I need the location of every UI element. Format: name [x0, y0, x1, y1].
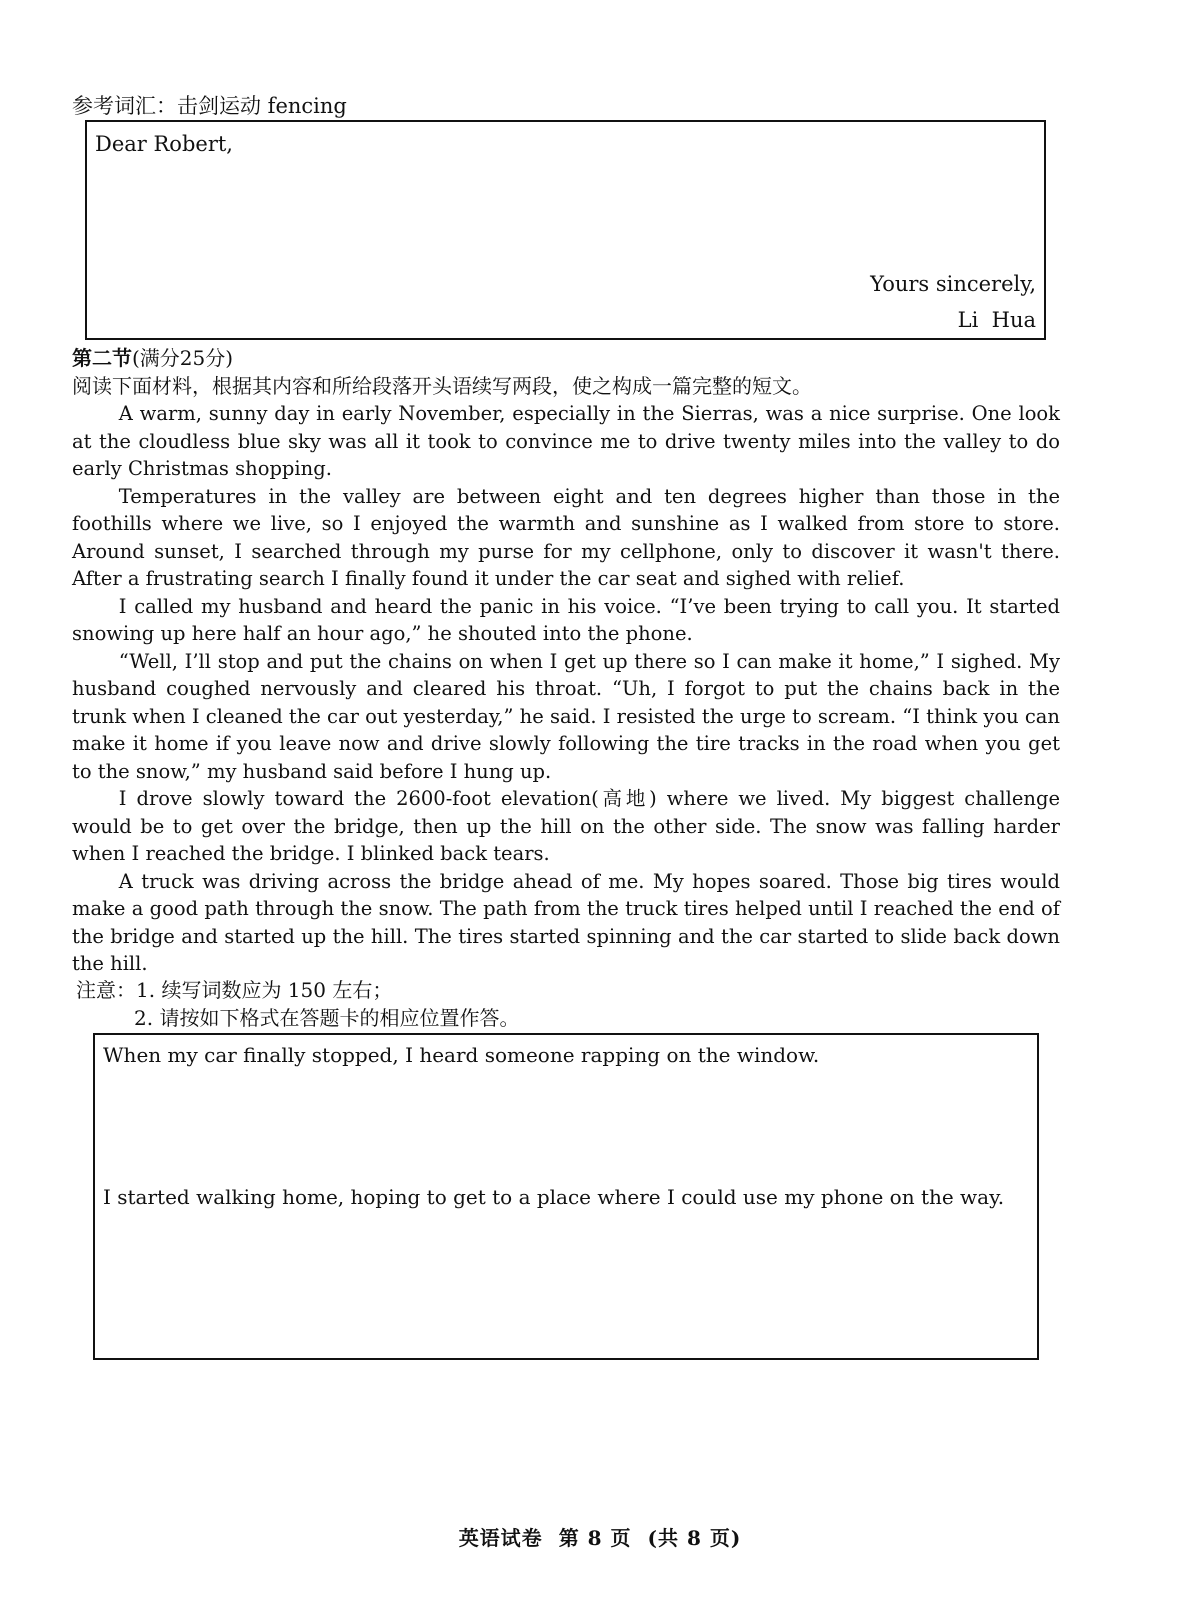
footer-total-pages: (共 8 页) — [647, 1526, 742, 1550]
letter-closing: Yours sincerely, — [870, 272, 1036, 296]
note-answer-format: 2. 请按如下格式在答题卡的相应位置作答。 — [134, 1006, 520, 1030]
paragraph-opener-2: I started walking home, hoping to get to a place where I could use my phone on the way. — [103, 1185, 1005, 1209]
reading-passage — [72, 400, 1060, 978]
continuation-answer-box — [93, 1033, 1039, 1360]
paragraph-opener-1: When my car finally stopped, I heard someone rapping on the window. — [103, 1043, 820, 1067]
passage-paragraph: Temperatures in the valley are between eight and ten degrees higher than those in the foothills where we live, so I enjoyed the warmth and sunshine as I walked from store to store. Around sunset, I searched through my purse for my cellphone, only to discover it wasn't there. After a frustrating search I finally found it under the car seat and sighed with relief. — [72, 484, 1060, 590]
letter-writing-box — [85, 120, 1046, 340]
passage-paragraph: A truck was driving across the bridge ahead of me. My hopes soared. Those big tires would make a good path through the snow. The path from the truck tires helped until I reached the end of the bridge and started up the hill. The tires started spinning and the car started to slide back down the hill. — [72, 869, 1060, 975]
section-heading — [72, 342, 233, 371]
section-instruction: 阅读下面材料，根据其内容和所给段落开头语续写两段，使之构成一篇完整的短文。 — [72, 374, 812, 398]
passage-paragraph: I drove slowly toward the 2600-foot elevation(高地) where we lived. My biggest challenge would be to get over the bridge, then up the hill on the other side. The snow was falling harder when I reached the bridge. I blinked back tears. — [72, 787, 1060, 865]
section-title: 第二节 — [72, 346, 132, 370]
notes-block — [76, 976, 519, 1032]
footer-page-number: 第 8 页 — [558, 1526, 632, 1550]
section-score: (满分25分) — [132, 346, 234, 370]
footer-subject: 英语试卷 — [458, 1526, 543, 1550]
page-footer — [0, 1522, 1200, 1551]
vocab-note: 参考词汇：击剑运动 fencing — [72, 94, 347, 118]
passage-paragraph: I called my husband and heard the panic in his voice. “I’ve been trying to call you. It started snowing up here half an hour ago,” he shouted into the phone. — [72, 594, 1060, 645]
passage-paragraph: “Well, I’ll stop and put the chains on when I get up there so I can make it home,” I sighed. My husband coughed nervously and cleared his throat. “Uh, I forgot to put the chains back in the trunk when I cleaned the car out yesterday,” he said. I resisted the urge to scream. “I think you can make it home if you leave now and drive slowly following the tire tracks in the road when you get to the snow,” my husband said before I hung up. — [72, 649, 1060, 783]
letter-signer: Li Hua — [957, 308, 1036, 332]
letter-salutation: Dear Robert, — [95, 132, 233, 156]
note-word-count: 注意：1. 续写词数应为 150 左右； — [76, 978, 393, 1002]
passage-paragraph: A warm, sunny day in early November, especially in the Sierras, was a nice surprise. One look at the cloudless blue sky was all it took to convince me to drive twenty miles into the valley to do early Christmas shopping. — [72, 402, 1060, 480]
